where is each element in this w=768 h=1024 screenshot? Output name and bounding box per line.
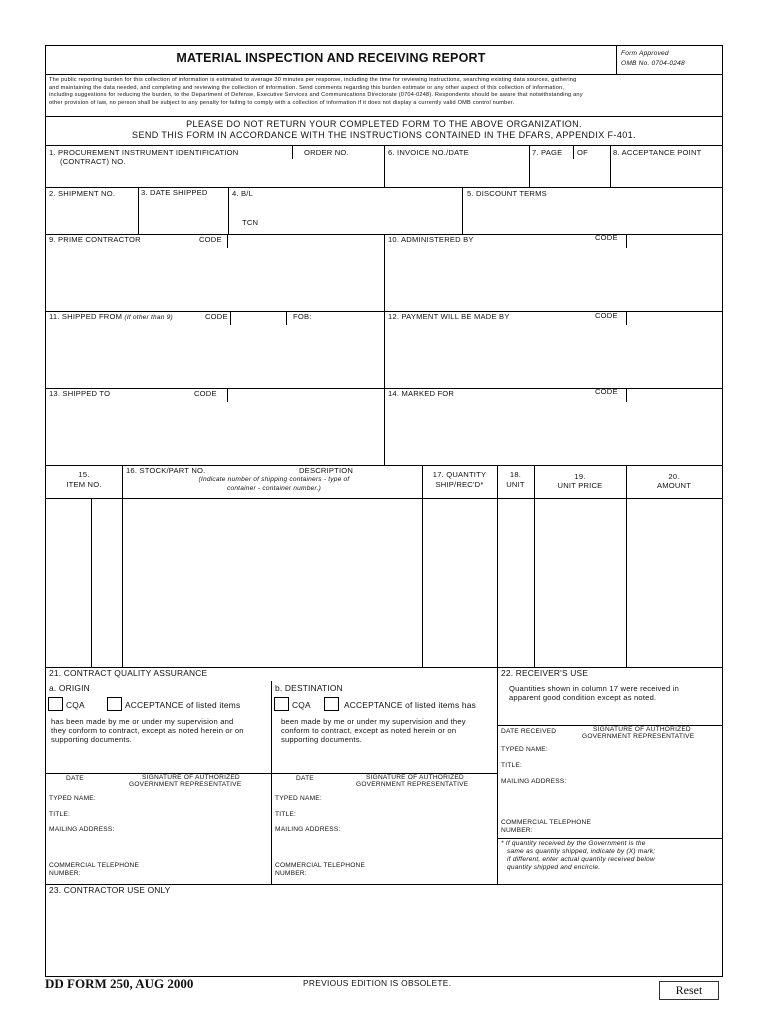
shipment-no-label: 2. SHIPMENT NO. bbox=[49, 189, 116, 198]
receiver-phone-1: COMMERCIAL TELEPHONE bbox=[501, 819, 592, 826]
reset-button[interactable]: Reset bbox=[659, 981, 719, 1000]
administered-by-input[interactable] bbox=[388, 250, 718, 308]
origin-label: a. ORIGIN bbox=[49, 683, 90, 693]
unit-cell[interactable] bbox=[500, 501, 531, 663]
receiver-typed-name: TYPED NAME: bbox=[501, 746, 548, 753]
notice-line-2: SEND THIS FORM IN ACCORDANCE WITH THE INSTRUCTIONS CONTAINED IN THE DFARS, APPENDIX F-401. bbox=[132, 130, 636, 140]
quantity-cell[interactable] bbox=[425, 501, 494, 663]
dest-mailing: MAILING ADDRESS: bbox=[275, 826, 341, 833]
receiver-mailing: MAILING ADDRESS: bbox=[501, 778, 567, 785]
amount-label: AMOUNT bbox=[656, 481, 692, 490]
of-label: OF bbox=[577, 148, 588, 157]
tcn-label: TCN bbox=[242, 218, 259, 227]
fob-label: FOB: bbox=[293, 312, 312, 321]
dest-date-label: DATE bbox=[296, 775, 314, 782]
origin-phone-1: COMMERCIAL TELEPHONE bbox=[49, 862, 140, 869]
date-shipped-input[interactable] bbox=[141, 212, 227, 228]
acceptance-point-label: 8. ACCEPTANCE POINT bbox=[613, 148, 702, 157]
dest-phone-2: NUMBER: bbox=[275, 870, 307, 877]
amount-cell[interactable] bbox=[629, 501, 719, 663]
amount-num: 20. bbox=[668, 472, 680, 481]
origin-cqa-label: CQA bbox=[66, 700, 85, 710]
destination-label: b. DESTINATION bbox=[275, 683, 343, 693]
burden-line-1: The public reporting burden for this collection of information is estimated to average 30 minutes per response, including the time for reviewing instructions, searching existing data sources, gathering bbox=[49, 77, 577, 83]
dest-text-3: supporting documents. bbox=[281, 735, 363, 744]
invoice-input[interactable] bbox=[388, 168, 526, 184]
description-label: DESCRIPTION bbox=[299, 466, 354, 475]
shipped-from-input[interactable] bbox=[49, 328, 381, 385]
dest-text-2: conform to contract, except as noted herein or on bbox=[281, 726, 457, 735]
order-no-label: ORDER NO. bbox=[304, 148, 349, 157]
description-note-2: container - container number.) bbox=[226, 485, 322, 492]
origin-title: TITLE: bbox=[49, 811, 70, 818]
quantity-label: 17. QUANTITY bbox=[432, 470, 487, 479]
unit-price-cell[interactable] bbox=[537, 501, 623, 663]
dest-sig-label-1: SIGNATURE OF AUTHORIZED bbox=[366, 774, 464, 781]
dest-cqa-label: CQA bbox=[292, 700, 311, 710]
page-label: 7. PAGE bbox=[532, 148, 563, 157]
procurement-label-2: (CONTRACT) NO. bbox=[60, 157, 126, 166]
prime-contractor-input[interactable] bbox=[49, 250, 381, 308]
bl-label: 4. B/L bbox=[232, 189, 254, 198]
burden-line-4: other provision of law, no person shall be subject to any penalty for failing to comply with a collection of information if it does not display a currently valid OMB control number. bbox=[49, 99, 515, 106]
origin-typed-name: TYPED NAME: bbox=[49, 795, 96, 802]
acceptance-point-input[interactable] bbox=[613, 168, 719, 184]
unit-label: UNIT bbox=[506, 480, 525, 489]
cqa-title: 21. CONTRACT QUALITY ASSURANCE bbox=[49, 668, 208, 678]
unit-price-label: UNIT PRICE bbox=[557, 481, 603, 490]
receiver-title-label: TITLE: bbox=[501, 762, 522, 769]
procurement-label: 1. PROCUREMENT INSTRUMENT IDENTIFICATION bbox=[49, 148, 239, 157]
origin-cqa-checkbox[interactable] bbox=[48, 697, 63, 711]
receiver-phone-2: NUMBER: bbox=[501, 827, 533, 834]
payment-by-label: 12. PAYMENT WILL BE MADE BY bbox=[388, 312, 510, 321]
order-no-input[interactable] bbox=[296, 168, 382, 184]
dest-cqa-checkbox[interactable] bbox=[274, 697, 289, 711]
unit-price-num: 19. bbox=[574, 472, 586, 481]
code-label-13: CODE bbox=[194, 389, 217, 398]
dest-acceptance-label: ACCEPTANCE of listed items has bbox=[344, 700, 476, 710]
origin-date-label: DATE bbox=[66, 775, 84, 782]
receiver-text-2: apparent good condition except as noted. bbox=[509, 693, 657, 702]
contract-no-input[interactable] bbox=[49, 168, 289, 184]
code-label-11: CODE bbox=[205, 312, 228, 321]
shipped-from-note: (If other than 9) bbox=[124, 314, 173, 321]
origin-sig-label-1: SIGNATURE OF AUTHORIZED bbox=[142, 774, 240, 781]
shipment-no-input[interactable] bbox=[49, 212, 135, 228]
omb-number: OMB No. 0704-0248 bbox=[621, 60, 685, 67]
form-title: MATERIAL INSPECTION AND RECEIVING REPORT bbox=[176, 51, 486, 65]
code-label-9: CODE bbox=[199, 235, 222, 244]
dest-acceptance-checkbox[interactable] bbox=[324, 697, 339, 711]
origin-phone-2: NUMBER: bbox=[49, 870, 81, 877]
administered-by-label: 10. ADMINISTERED BY bbox=[388, 235, 474, 244]
origin-text-3: supporting documents. bbox=[51, 735, 133, 744]
origin-mailing: MAILING ADDRESS: bbox=[49, 826, 115, 833]
contractor-use-title: 23. CONTRACTOR USE ONLY bbox=[49, 885, 171, 895]
receiver-sig-label-1: SIGNATURE OF AUTHORIZED bbox=[593, 726, 691, 733]
form-approved: Form Approved bbox=[621, 50, 669, 57]
description-note-1: (Indicate number of shipping containers - type of bbox=[198, 476, 350, 483]
dest-typed-name: TYPED NAME: bbox=[275, 795, 322, 802]
dest-text-1: been made by me or under my supervision and they bbox=[281, 717, 466, 726]
receiver-note-4: quantity shipped and encircle. bbox=[507, 864, 601, 871]
origin-acceptance-checkbox[interactable] bbox=[107, 697, 122, 711]
prime-contractor-label: 9. PRIME CONTRACTOR bbox=[49, 235, 141, 244]
receiver-note-1: * If quantity received by the Government is the bbox=[501, 840, 646, 847]
shipped-to-input[interactable] bbox=[49, 405, 381, 462]
receiver-sig-label-2: GOVERNMENT REPRESENTATIVE bbox=[582, 733, 695, 740]
contractor-use-input[interactable] bbox=[49, 898, 719, 974]
date-received-label: DATE RECEIVED bbox=[501, 728, 557, 735]
shipped-to-label: 13. SHIPPED TO bbox=[49, 389, 111, 398]
code-label-12: CODE bbox=[595, 311, 618, 320]
receiver-note-3: if different, enter actual quantity received below bbox=[507, 856, 655, 863]
dest-title: TITLE: bbox=[275, 811, 296, 818]
stock-part-label: 16. STOCK/PART NO. bbox=[126, 466, 206, 475]
receiver-note-2: same as quantity shipped, indicate by (X) mark; bbox=[507, 848, 656, 855]
description-cell[interactable] bbox=[126, 501, 419, 663]
receiver-text-1: Quantities shown in column 17 were received in bbox=[509, 684, 680, 693]
marked-for-label: 14. MARKED FOR bbox=[388, 389, 455, 398]
date-shipped-label: 3. DATE SHIPPED bbox=[141, 188, 208, 197]
burden-line-2: and maintaining the data needed, and completing and reviewing the collection of information. Send comments regarding this burden estimate or any other aspect of this collection of information, bbox=[49, 84, 565, 91]
item-no-label: ITEM NO. bbox=[66, 480, 102, 489]
code-label-14: CODE bbox=[595, 387, 618, 396]
receiver-title: 22. RECEIVER'S USE bbox=[501, 668, 589, 678]
obsolete-note: PREVIOUS EDITION IS OBSOLETE. bbox=[303, 978, 452, 988]
dd-form-250 bbox=[45, 45, 723, 977]
shipped-from-label: 11. SHIPPED FROM (If other than 9) bbox=[49, 312, 173, 321]
unit-num: 18. bbox=[509, 470, 522, 479]
origin-text-1: has been made by me or under my supervision and bbox=[51, 717, 234, 726]
burden-line-3: including suggestions for reducing the burden, to the Department of Defense, Executive Services and Communications Directorate (0704-0248). Respondents should be aware that notwithstanding any bbox=[49, 92, 583, 98]
discount-terms-label: 5. DISCOUNT TERMS bbox=[467, 189, 547, 198]
item-no-cell[interactable] bbox=[48, 501, 89, 663]
discount-terms-input[interactable] bbox=[466, 206, 718, 230]
dest-sig-label-2: GOVERNMENT REPRESENTATIVE bbox=[356, 781, 469, 788]
item-no-num: 15. bbox=[78, 470, 90, 479]
notice-line-1: PLEASE DO NOT RETURN YOUR COMPLETED FORM TO THE ABOVE ORGANIZATION. bbox=[186, 119, 582, 129]
marked-for-input[interactable] bbox=[388, 405, 718, 462]
origin-acceptance-label: ACCEPTANCE of listed items bbox=[125, 700, 241, 710]
dest-phone-1: COMMERCIAL TELEPHONE bbox=[275, 862, 366, 869]
invoice-label: 6. INVOICE NO./DATE bbox=[388, 148, 469, 157]
origin-text-2: they conform to contract, except as noted herein or on bbox=[51, 726, 244, 735]
quantity-sub-label: SHIP/REC'D* bbox=[435, 480, 484, 489]
origin-sig-label-2: GOVERNMENT REPRESENTATIVE bbox=[129, 781, 242, 788]
payment-by-input[interactable] bbox=[388, 328, 718, 385]
code-label-10: CODE bbox=[595, 233, 618, 242]
form-id: DD FORM 250, AUG 2000 bbox=[45, 976, 194, 991]
